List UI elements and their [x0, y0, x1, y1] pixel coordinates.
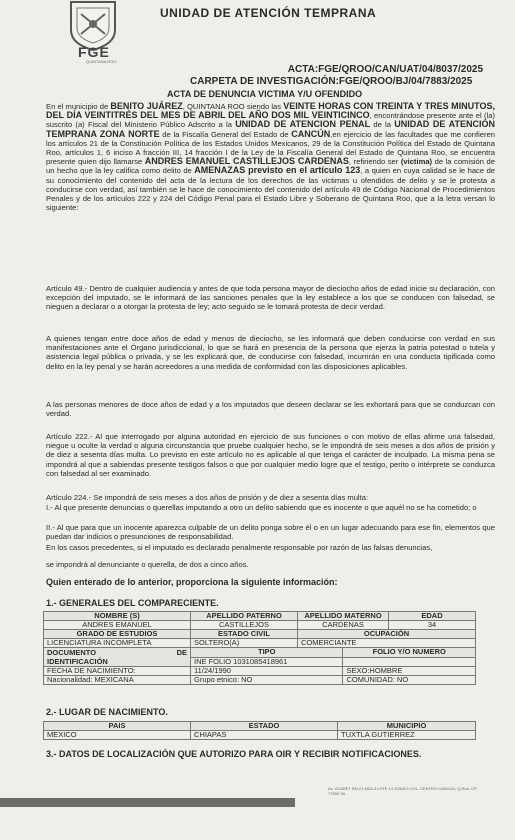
- value-name: ANDRES EMANUEL: [44, 621, 191, 630]
- value-doc-type: INE FOLIO 1031085418961: [191, 657, 343, 667]
- header-civil: ESTADO CIVIL: [191, 630, 298, 639]
- value-country: MEXICO: [44, 731, 191, 740]
- crime-name: AMENAZAS previsto en el artículo 123: [194, 165, 361, 176]
- minors-under-twelve: A las personas menores de doce años de edad y a los imputados que deseen declarar se les exhortará para que se conduzcan con verdad.: [46, 400, 495, 419]
- acta-number: ACTA:FGE/QROO/CAN/UAT/04/8037/2025: [287, 64, 483, 75]
- intro-text: de la Fiscalía General del Estado de: [159, 129, 292, 139]
- header-occupation: OCUPACIÓN: [298, 630, 476, 639]
- value-ethnic-group: Grupo etnico: NO: [191, 676, 343, 685]
- header-document: [44, 648, 191, 667]
- logo-subtitle: QUINTANA ROO: [86, 59, 117, 64]
- header-age: EDAD: [389, 612, 476, 621]
- birthplace-table: [43, 721, 476, 740]
- section-1-title: 1.- GENERALES DEL COMPARECIENTE.: [46, 598, 219, 608]
- value-state: CHIAPAS: [191, 731, 338, 740]
- value-age: 34: [389, 621, 476, 630]
- value-education: LICENCIATURA INCOMPLETA: [44, 639, 191, 648]
- date-time: VEINTE HORAS CON TREINTA Y TRES MINUTOS, DEL DÍA VEINTITRÉS DEL MES DE ABRIL DEL AÑO DOS MIL VEINTICINCO: [46, 101, 495, 121]
- generals-table: [43, 611, 476, 685]
- city: CANCÚN: [291, 128, 331, 139]
- declarant-name: ANDRES EMANUEL CASTILLEJOS CARDENAS: [144, 156, 349, 167]
- value-birthdate: 11/24/1990: [191, 667, 343, 676]
- unit-name: UNIDAD DE ATENCION PENAL: [235, 119, 371, 130]
- section-2-title: 2.- LUGAR DE NACIMIENTO.: [46, 707, 168, 717]
- header-folio: FOLIO Y/O NUMERO: [343, 648, 476, 658]
- header-maternal: APELLIDO MATERNO: [298, 612, 389, 621]
- value-nationality: Nacionalidad: MEXICANA: [44, 676, 191, 685]
- doc-label-3: IDENTIFICACIÓN: [47, 657, 108, 666]
- victim-role: (victima): [400, 157, 433, 167]
- intro-paragraph: [46, 102, 495, 212]
- intro-text: de la: [370, 120, 395, 130]
- header-name: NOMBRE (S): [44, 612, 191, 621]
- value-sex: SEXO:HOMBRE: [343, 667, 476, 676]
- label-birthdate: FECHA DE NACIMIENTO:: [44, 667, 191, 676]
- municipality: BENITO JUÁREZ: [110, 101, 183, 111]
- footer-bar: [0, 798, 295, 807]
- doc-label-2: DE: [176, 648, 187, 657]
- cases-paragraph: En los casos precedentes, si el imputado es declarado penalmente responsable por razón de las falsas denuncias,: [46, 543, 433, 552]
- intro-text: de la comisión de un hecho que la ley califica como delito de: [46, 157, 495, 176]
- value-civil: SOLTERO(A): [191, 639, 298, 648]
- fraction-1: I.- Al que presente denuncias o querellas imputando a otro un delito sabiendo que es inocente o que aquél no se ha cometido; o: [46, 503, 477, 512]
- article-49: Artículo 49.- Dentro de cualquier audiencia y antes de que toda persona mayor de dieciocho años de edad inicie su declaración, con excepción del imputado, se le informará de las sanciones penales que la ley establece a los que se conducen con falsedad, se nieguen a declarar o a otorgar la protesta de ley; acto seguido se le tomará protesta de decir verdad.: [46, 284, 495, 312]
- article-222: Artículo 222.- Al que interrogado por alguna autoridad en ejercicio de sus funciones o con motivo de ellas afirme una falsedad, niegue u oculte la verdad o alguna circunstancia que pruebe cualquier hecho, se le impondrá de seis meses a dos años de prisión y de diez a sesenta días multa. Lo previsto en este artículo no es aplicable al que tenga el carácter de inculpado. La misma pena se impondrá al que a sabiendas presente testigos falsos o que por cualquier medio logre que el testigo, perito o intérprete se conduzca con falsedad al ser examinado.: [46, 432, 495, 478]
- office-title: UNIDAD DE ATENCIÓN TEMPRANA: [160, 6, 377, 20]
- carpeta-number: [190, 76, 472, 87]
- intro-text: ,en ejercicio de las facultades que me confieren los artículos 21 de la Constitución Política de los Estados Unidos Mexicanos, 29 de la Constitución Política del Estado de Quintana Roo, artículos 1, 6 inciso A fracción III, 14 fracción I de la Ley de la Fiscalía General del Estado de Quintana Roo, se encuentra presente quien dijo llamarse: [46, 129, 495, 167]
- info-question: Quien enterado de lo anterior, proporciona la siguiente información:: [46, 577, 338, 587]
- intro-text: , QUINTANA ROO siendo las: [182, 102, 284, 111]
- article-224: Artículo 224.- Se impondrá de seis meses a dos años de prisión y de diez a sesenta días multa:: [46, 493, 369, 502]
- value-community: COMUNIDAD: NO: [343, 676, 476, 685]
- intro-text: , encontrándose presente ante el (la) suscrito (a) Fiscal del Ministerio Público Adscrito a la: [46, 111, 495, 130]
- document-type: ACTA DE DENUNCIA VICTIMA Y/U OFENDIDO: [167, 89, 363, 99]
- header-doc-type: TIPO: [191, 648, 343, 658]
- minors-paragraph: A quienes tengan entre doce años de edad y menos de dieciocho, se les informará que deben conducirse con verdad en sus manifestaciones ante el Órgano jurisdiccional, lo que se hará en presencia de la persona que ejerza la patria potestad o tutela y asistencia legal pública o privada, y se les explicará que, de conducirse con falsedad, incurrirán en una conducta tipificada como delito en la ley penal y se harán acreedores a una medida de conformidad con las disposiciones aplicables.: [46, 334, 495, 371]
- logo-text: FGE: [78, 44, 110, 60]
- penalty-paragraph: se impondrá al denunciante o querella, de dos a cinco años.: [46, 560, 249, 569]
- footer-address: Av. XCARET SM 21 MZA 3 LOTE 14 ZONA 0 COL. CENTRO CANCÚN, Q.Roo. CP. 77500 Tel.: [328, 786, 478, 796]
- unit-zone: UNIDAD DE ATENCIÓN TEMPRANA ZONA NORTE: [46, 119, 495, 139]
- intro-text: , refiriendo ser: [348, 157, 401, 167]
- header-state: ESTADO: [191, 722, 338, 731]
- section-3-title: 3.- DATOS DE LOCALIZACIÓN QUE AUTORIZO PARA OIR Y RECIBIR NOTIFICACIONES.: [46, 749, 422, 759]
- intro-text: En el municipio de: [46, 102, 111, 111]
- value-municipality: TUXTLA GUTIERREZ: [338, 731, 476, 740]
- doc-label-1: DOCUMENTO: [47, 648, 97, 657]
- fraction-2: II.- Al que para que un inocente aparezca culpable de un delito ponga sobre él o en un lugar adecuando para ese fin, elementos que puedan dar indicios o presunciones de responsabilidad.: [46, 523, 495, 542]
- header-municipality: MUNICIPIO: [338, 722, 476, 731]
- value-maternal: CARDENAS: [298, 621, 389, 630]
- carpeta-label: CARPETA DE INVESTIGACIÓN:: [190, 76, 339, 87]
- header-paternal: APELLIDO PATERNO: [191, 612, 298, 621]
- header-country: PAIS: [44, 722, 191, 731]
- intro-text: , a quien en cuya calidad se le hace de su conocimiento del contenido del acta de la lectura de los derechos de las victimas u ofendidos de delito y se le protesta a conducirse con verdad, así también se le hace de conocimiento del contenido del artículo 49 de Código Nacional de Procedimientos Penales y de los artículos 222 y 224 del Código Penal para el Estado Libre y Soberano de Quintana Roo, que a la letra versan lo siguiente:: [46, 166, 496, 213]
- carpeta-value: FGE/QROO/BJ/04/7883/2025: [338, 76, 473, 87]
- header-education: GRADO DE ESTUDIOS: [44, 630, 191, 639]
- value-occupation: COMERCIANTE: [298, 639, 476, 648]
- value-paternal: CASTILLEJOS: [191, 621, 298, 630]
